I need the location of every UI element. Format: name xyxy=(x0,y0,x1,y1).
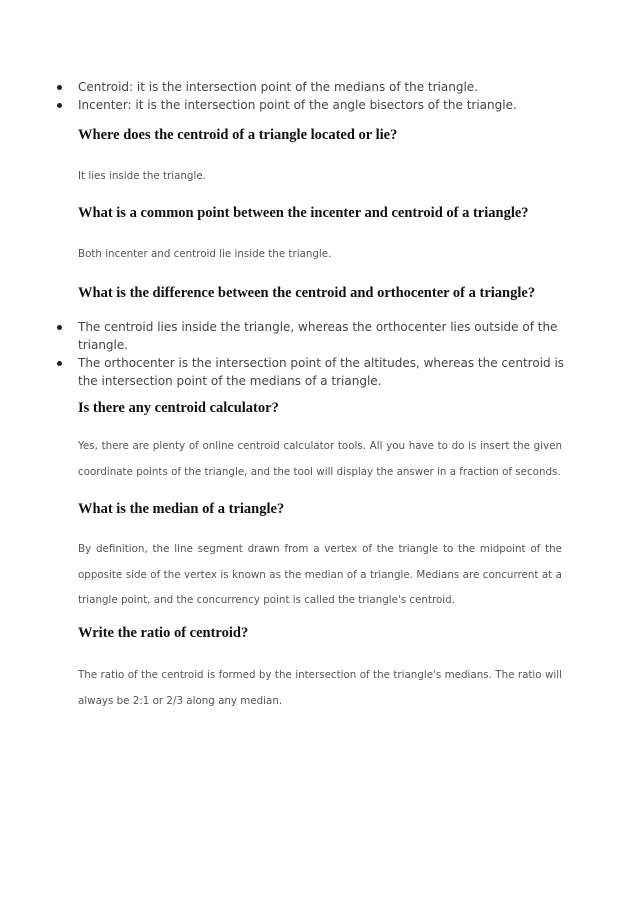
bullet-icon xyxy=(57,85,62,90)
difference-list xyxy=(56,318,576,390)
list-item-difference-1: The centroid lies inside the triangle, whereas the orthocenter lies outside of the triangle. xyxy=(56,318,576,354)
question-median: What is the median of a triangle? xyxy=(78,501,285,517)
question-centroid-location: Where does the centroid of a triangle located or lie? xyxy=(78,127,398,143)
list-item-incenter: Incenter: it is the intersection point of the angle bisectors of the triangle. xyxy=(56,96,576,114)
bullet-icon xyxy=(57,103,62,108)
list-item-centroid: Centroid: it is the intersection point of the medians of the triangle. xyxy=(56,78,576,96)
definition-list xyxy=(56,78,576,114)
answer-centroid-calculator: Yes, there are plenty of online centroid calculator tools. All you have to do is insert the given coordinate points of the triangle, and the tool will display the answer in a fraction of seconds. xyxy=(78,440,562,478)
question-common-point: What is a common point between the incenter and centroid of a triangle? xyxy=(78,205,529,221)
question-centroid-ratio: Write the ratio of centroid? xyxy=(78,625,249,641)
bullet-icon xyxy=(57,325,62,330)
answer-centroid-location: It lies inside the triangle. xyxy=(78,170,206,182)
answer-common-point: Both incenter and centroid lie inside the triangle. xyxy=(78,248,332,260)
bullet-icon xyxy=(57,361,62,366)
answer-median: By definition, the line segment drawn from a vertex of the triangle to the midpoint of the opposite side of the vertex is known as the median of a triangle. Medians are concurrent at a triangle point, and the concurrency point is called the triangle's centroid. xyxy=(78,543,562,606)
answer-centroid-ratio: The ratio of the centroid is formed by the intersection of the triangle's medians. The ratio will always be 2:1 or 2/3 along any median. xyxy=(78,669,562,707)
question-centroid-calculator: Is there any centroid calculator? xyxy=(78,400,279,416)
question-difference: What is the difference between the centroid and orthocenter of a triangle? xyxy=(78,285,536,301)
list-item-difference-2: The orthocenter is the intersection point of the altitudes, whereas the centroid is the intersection point of the medians of a triangle. xyxy=(56,354,576,390)
